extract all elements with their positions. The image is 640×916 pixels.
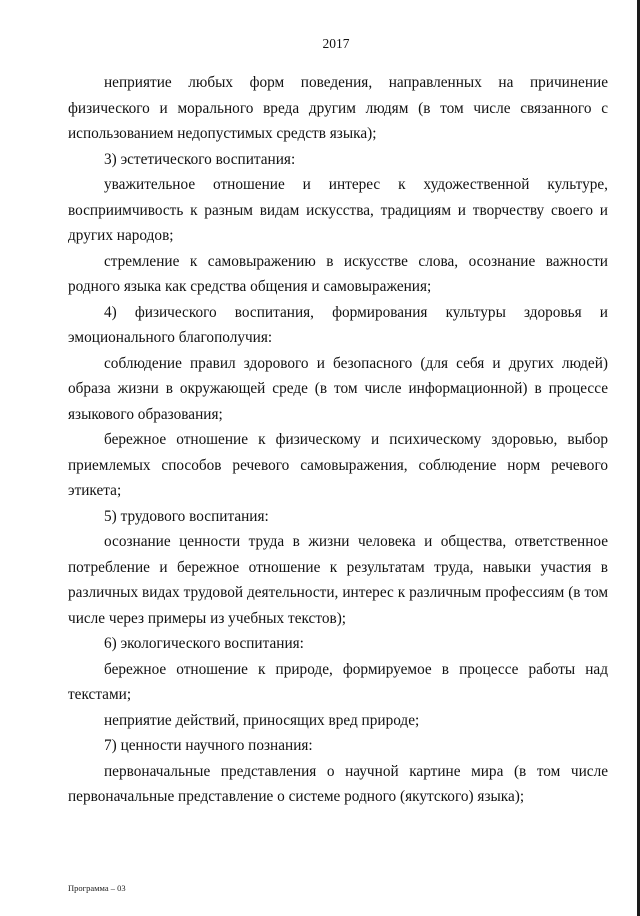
section-heading-aesthetic: 3) эстетического воспитания: bbox=[104, 150, 296, 168]
document-body bbox=[68, 70, 608, 810]
paragraph-text: первоначальные представления о научной картине мира (в том числе первоначальные представление о системе родного (якутского) языка); bbox=[68, 762, 608, 805]
page-number: 2017 bbox=[322, 36, 350, 51]
paragraph-text: бережное отношение к природе, формируемое в процессе работы над текстами; bbox=[68, 660, 608, 703]
paragraph-text: осознание ценности труда в жизни человека и общества, ответственное потребление и бережное отношение к результатам труда, навыки участия в различных видах трудовой деятельности, интерес к различным профессиям (в том числе через примеры из учебных текстов); bbox=[68, 533, 608, 627]
section-heading-science: 7) ценности научного познания: bbox=[104, 737, 313, 754]
section-heading-physical: 4) физического воспитания, формирования культуры здоровья и эмоционального благополучия: bbox=[68, 303, 608, 346]
footer-label: Программа – 03 bbox=[68, 883, 126, 893]
paragraph-text: соблюдение правил здорового и безопасного (для себя и других людей) образа жизни в окружающей среде (в том числе информационной) в процессе языкового образования; bbox=[68, 354, 608, 423]
section-heading-labor: 5) трудового воспитания: bbox=[104, 507, 269, 525]
paragraph-text: бережное отношение к физическому и психическому здоровью, выбор приемлемых способов речевого самовыражения, соблюдение норм речевого этикета; bbox=[68, 431, 608, 499]
section-heading-ecological: 6) экологического воспитания: bbox=[104, 635, 304, 652]
paragraph-text: неприятие любых форм поведения, направленных на причинение физического и морального вреда другим людям (в том числе связанного с использованием недопустимых средств языка); bbox=[68, 74, 608, 142]
paragraph-text: уважительное отношение и интерес к художественной культуре, восприимчивость к разным видам искусства, традициям и творчеству своего и других народов; bbox=[68, 176, 608, 244]
paragraph-text: стремление к самовыражению в искусстве слова, осознание важности родного языка как средства общения и самовыражения; bbox=[68, 252, 608, 295]
paragraph-text: неприятие действий, приносящих вред природе; bbox=[104, 711, 420, 729]
